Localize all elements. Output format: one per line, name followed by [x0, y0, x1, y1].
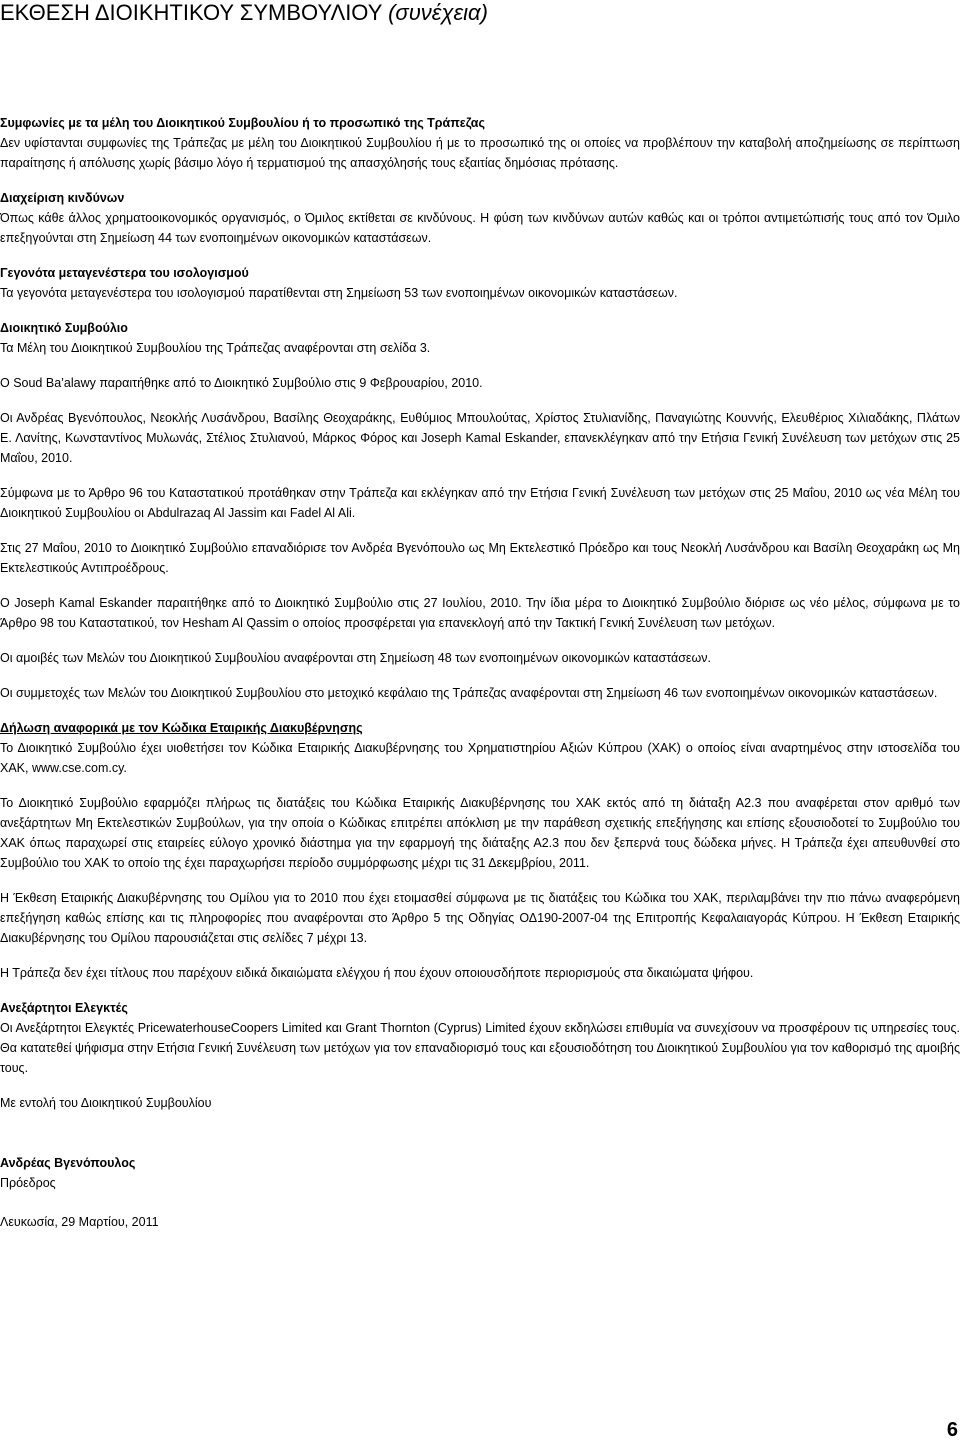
board-paragraph: Στις 27 Μαΐου, 2010 το Διοικητικό Συμβούλιο επαναδιόρισε τον Ανδρέα Βγενόπουλο ως Μη Εκτελεστικό Πρόεδρο και τους Νεοκλή Λυσάνδρου και Βασίλη Θεοχαράκη ως Μη Εκτελεστικούς Αντιπροέδρους. [0, 541, 960, 575]
governance-paragraph: Η Τράπεζα δεν έχει τίτλους που παρέχουν ειδικά δικαιώματα ελέγχου ή που έχουν οποιουσδήποτε περιορισμούς στα δικαιώματα ψήφου. [0, 966, 754, 980]
report-body [0, 113, 960, 1232]
board-paragraph: Οι αμοιβές των Μελών του Διοικητικού Συμβουλίου αναφέρονται στη Σημείωση 48 των ενοποιημένων οικονομικών καταστάσεων. [0, 651, 711, 665]
events-heading: Γεγονότα μεταγενέστερα του ισολογισμού [0, 266, 249, 280]
board-paragraph: Τα Μέλη του Διοικητικού Συμβουλίου της Τράπεζας αναφέρονται στη σελίδα 3. [0, 341, 431, 355]
risk-heading: Διαχείριση κινδύνων [0, 191, 125, 205]
agreements-heading: Συμφωνίες με τα μέλη του Διοικητικού Συμβουλίου ή το προσωπικό της Τράπεζας [0, 116, 485, 130]
auditors-heading: Ανεξάρτητοι Ελεγκτές [0, 1001, 128, 1015]
board-paragraph: Ο Soud Ba’alawy παραιτήθηκε από το Διοικητικό Συμβούλιο στις 9 Φεβρουαρίου, 2010. [0, 376, 483, 390]
page-number: 6 [946, 1419, 958, 1441]
governance-heading: Δήλωση αναφορικά με τον Κώδικα Εταιρικής Διακυβέρνησης [0, 721, 363, 735]
governance-paragraph: Η Έκθεση Εταιρικής Διακυβέρνησης του Ομίλου για το 2010 που έχει ετοιμασθεί σύμφωνα με τις διατάξεις του Κώδικα του ΧΑΚ, περιλαμβάνει την πιο πάνω αναφερόμενη επεξήγηση καθώς επίσης και τις πληροφορίες που αναφέρονται στο Άρθρο 5 της Οδηγίας ΟΔ190-2007-04 της Επιτροπής Κεφαλαιαγοράς Κύπρου. Η Έκθεση Εταιρικής Διακυβέρνησης του Ομίλου παρουσιάζεται στις σελίδες 7 μέχρι 13. [0, 891, 960, 945]
page-title-main: ΕΚΘΕΣΗ ΔΙΟΙΚΗΤΙΚΟΥ ΣΥΜΒΟΥΛΙΟΥ [0, 0, 382, 25]
signatory-name: Ανδρέας Βγενόπουλος [0, 1156, 136, 1170]
board-paragraph: Οι συμμετοχές των Μελών του Διοικητικού Συμβουλίου στο μετοχικό κεφάλαιο της Τράπεζας αναφέρονται στη Σημείωση 46 των ενοποιημένων οικονομικών καταστάσεων. [0, 686, 938, 700]
page-title-suffix: (συνέχεια) [388, 0, 488, 25]
events-text: Τα γεγονότα μεταγενέστερα του ισολογισμού παρατίθενται στη Σημείωση 53 των ενοποιημένων οικονομικών καταστάσεων. [0, 286, 678, 300]
auditors-text: Οι Ανεξάρτητοι Ελεγκτές PricewaterhouseCoopers Limited και Grant Thornton (Cyprus) Limited έχουν εκδηλώσει επιθυμία να συνεχίσουν να προσφέρουν τις υπηρεσίες τους. Θα κατατεθεί ψήφισμα στην Ετήσια Γενική Συνέλευση των μετόχων για τον επαναδιορισμό τους και εξουσιοδότηση του Διοικητικού Συμβουλίου για τον καθορισμό της αμοιβής τους. [0, 1021, 960, 1075]
risk-text: Όπως κάθε άλλος χρηματοοικονομικός οργανισμός, ο Όμιλος εκτίθεται σε κινδύνους. Η φύση των κινδύνων αυτών καθώς και οι τρόποι αντιμετώπισής τους από τον Όμιλο επεξηγούνται στη Σημείωση 44 των ενοποιημένων οικονομικών καταστάσεων. [0, 211, 960, 245]
governance-paragraph: Το Διοικητικό Συμβούλιο εφαρμόζει πλήρως τις διατάξεις του Κώδικα Εταιρικής Διακυβέρνησης του ΧΑΚ εκτός από τη διάταξη Α2.3 που αναφέρεται στον αριθμό των ανεξάρτητων Μη Εκτελεστικών Συμβούλων, για την οποία ο Κώδικας επιτρέπει απόκλιση με την παράθεση σχετικής επεξήγησης και επίσης εξουσιοδοτεί το Συμβούλιο του ΧΑΚ όπως παραχωρεί στις εταιρείες εύλογο χρονικό διάστημα για την εφαρμογή της διάταξης Α2.3 που δεν ξεπερνά τους δώδεκα μήνες. Η Τράπεζα έχει απευθυνθεί στο Συμβούλιο του ΧΑΚ το οποίο της έχει παραχωρήσει περίοδο συμμόρφωσης μέχρι τις 31 Δεκεμβρίου, 2011. [0, 796, 960, 870]
place-date: Λευκωσία, 29 Μαρτίου, 2011 [0, 1215, 159, 1229]
page-title [0, 0, 488, 26]
board-heading: Διοικητικό Συμβούλιο [0, 321, 128, 335]
board-paragraph: Σύμφωνα με το Άρθρο 96 του Καταστατικού προτάθηκαν στην Τράπεζα και εκλέγηκαν από την Ετήσια Γενική Συνέλευση των μετόχων στις 25 Μαΐου, 2010 ως νέα Μέλη του Διοικητικού Συμβουλίου οι Abdulrazaq Al Jassim και Fadel Al Ali. [0, 486, 960, 520]
board-paragraph: Οι Ανδρέας Βγενόπουλος, Νεοκλής Λυσάνδρου, Βασίλης Θεοχαράκης, Ευθύμιος Μπουλούτας, Χρίστος Στυλιανίδης, Παναγιώτης Κουννής, Ελευθέριος Χιλιαδάκης, Πλάτων Ε. Λανίτης, Κωνσταντίνος Μυλωνάς, Στέλιος Στυλιανού, Μάρκος Φόρος και Joseph Kamal Eskander, επανεκλέγηκαν από την Ετήσια Γενική Συνέλευση των μετόχων στις 25 Μαΐου, 2010. [0, 411, 960, 465]
signatory-title: Πρόεδρος [0, 1176, 56, 1190]
governance-paragraph: Το Διοικητικό Συμβούλιο έχει υιοθετήσει τον Κώδικα Εταιρικής Διακυβέρνησης του Χρηματιστηρίου Αξιών Κύπρου (ΧΑΚ) ο οποίος είναι αναρτημένος στην ιστοσελίδα του ΧΑΚ, www.cse.com.cy. [0, 741, 960, 775]
agreements-text: Δεν υφίστανται συμφωνίες της Τράπεζας με μέλη του Διοικητικού Συμβουλίου ή με το προσωπικό της οι οποίες να προβλέπουν την καταβολή αποζημείωσης σε περίπτωση παραίτησης ή απόλυσης χωρίς βάσιμο λόγο ή τερματισμού της απασχόλησής τους εξαιτίας δημόσιας πρότασης. [0, 136, 960, 170]
mandate-line: Με εντολή του Διοικητικού Συμβουλίου [0, 1096, 212, 1110]
board-paragraph: Ο Joseph Kamal Eskander παραιτήθηκε από το Διοικητικό Συμβούλιο στις 27 Ιουλίου, 2010. Την ίδια μέρα το Διοικητικό Συμβούλιο διόρισε ως νέο μέλος, σύμφωνα με το Άρθρο 98 του Καταστατικού, τον Hesham Al Qassim ο οποίος προσφέρεται για επανεκλογή από την Τακτική Γενική Συνέλευση των μετόχων. [0, 596, 960, 630]
